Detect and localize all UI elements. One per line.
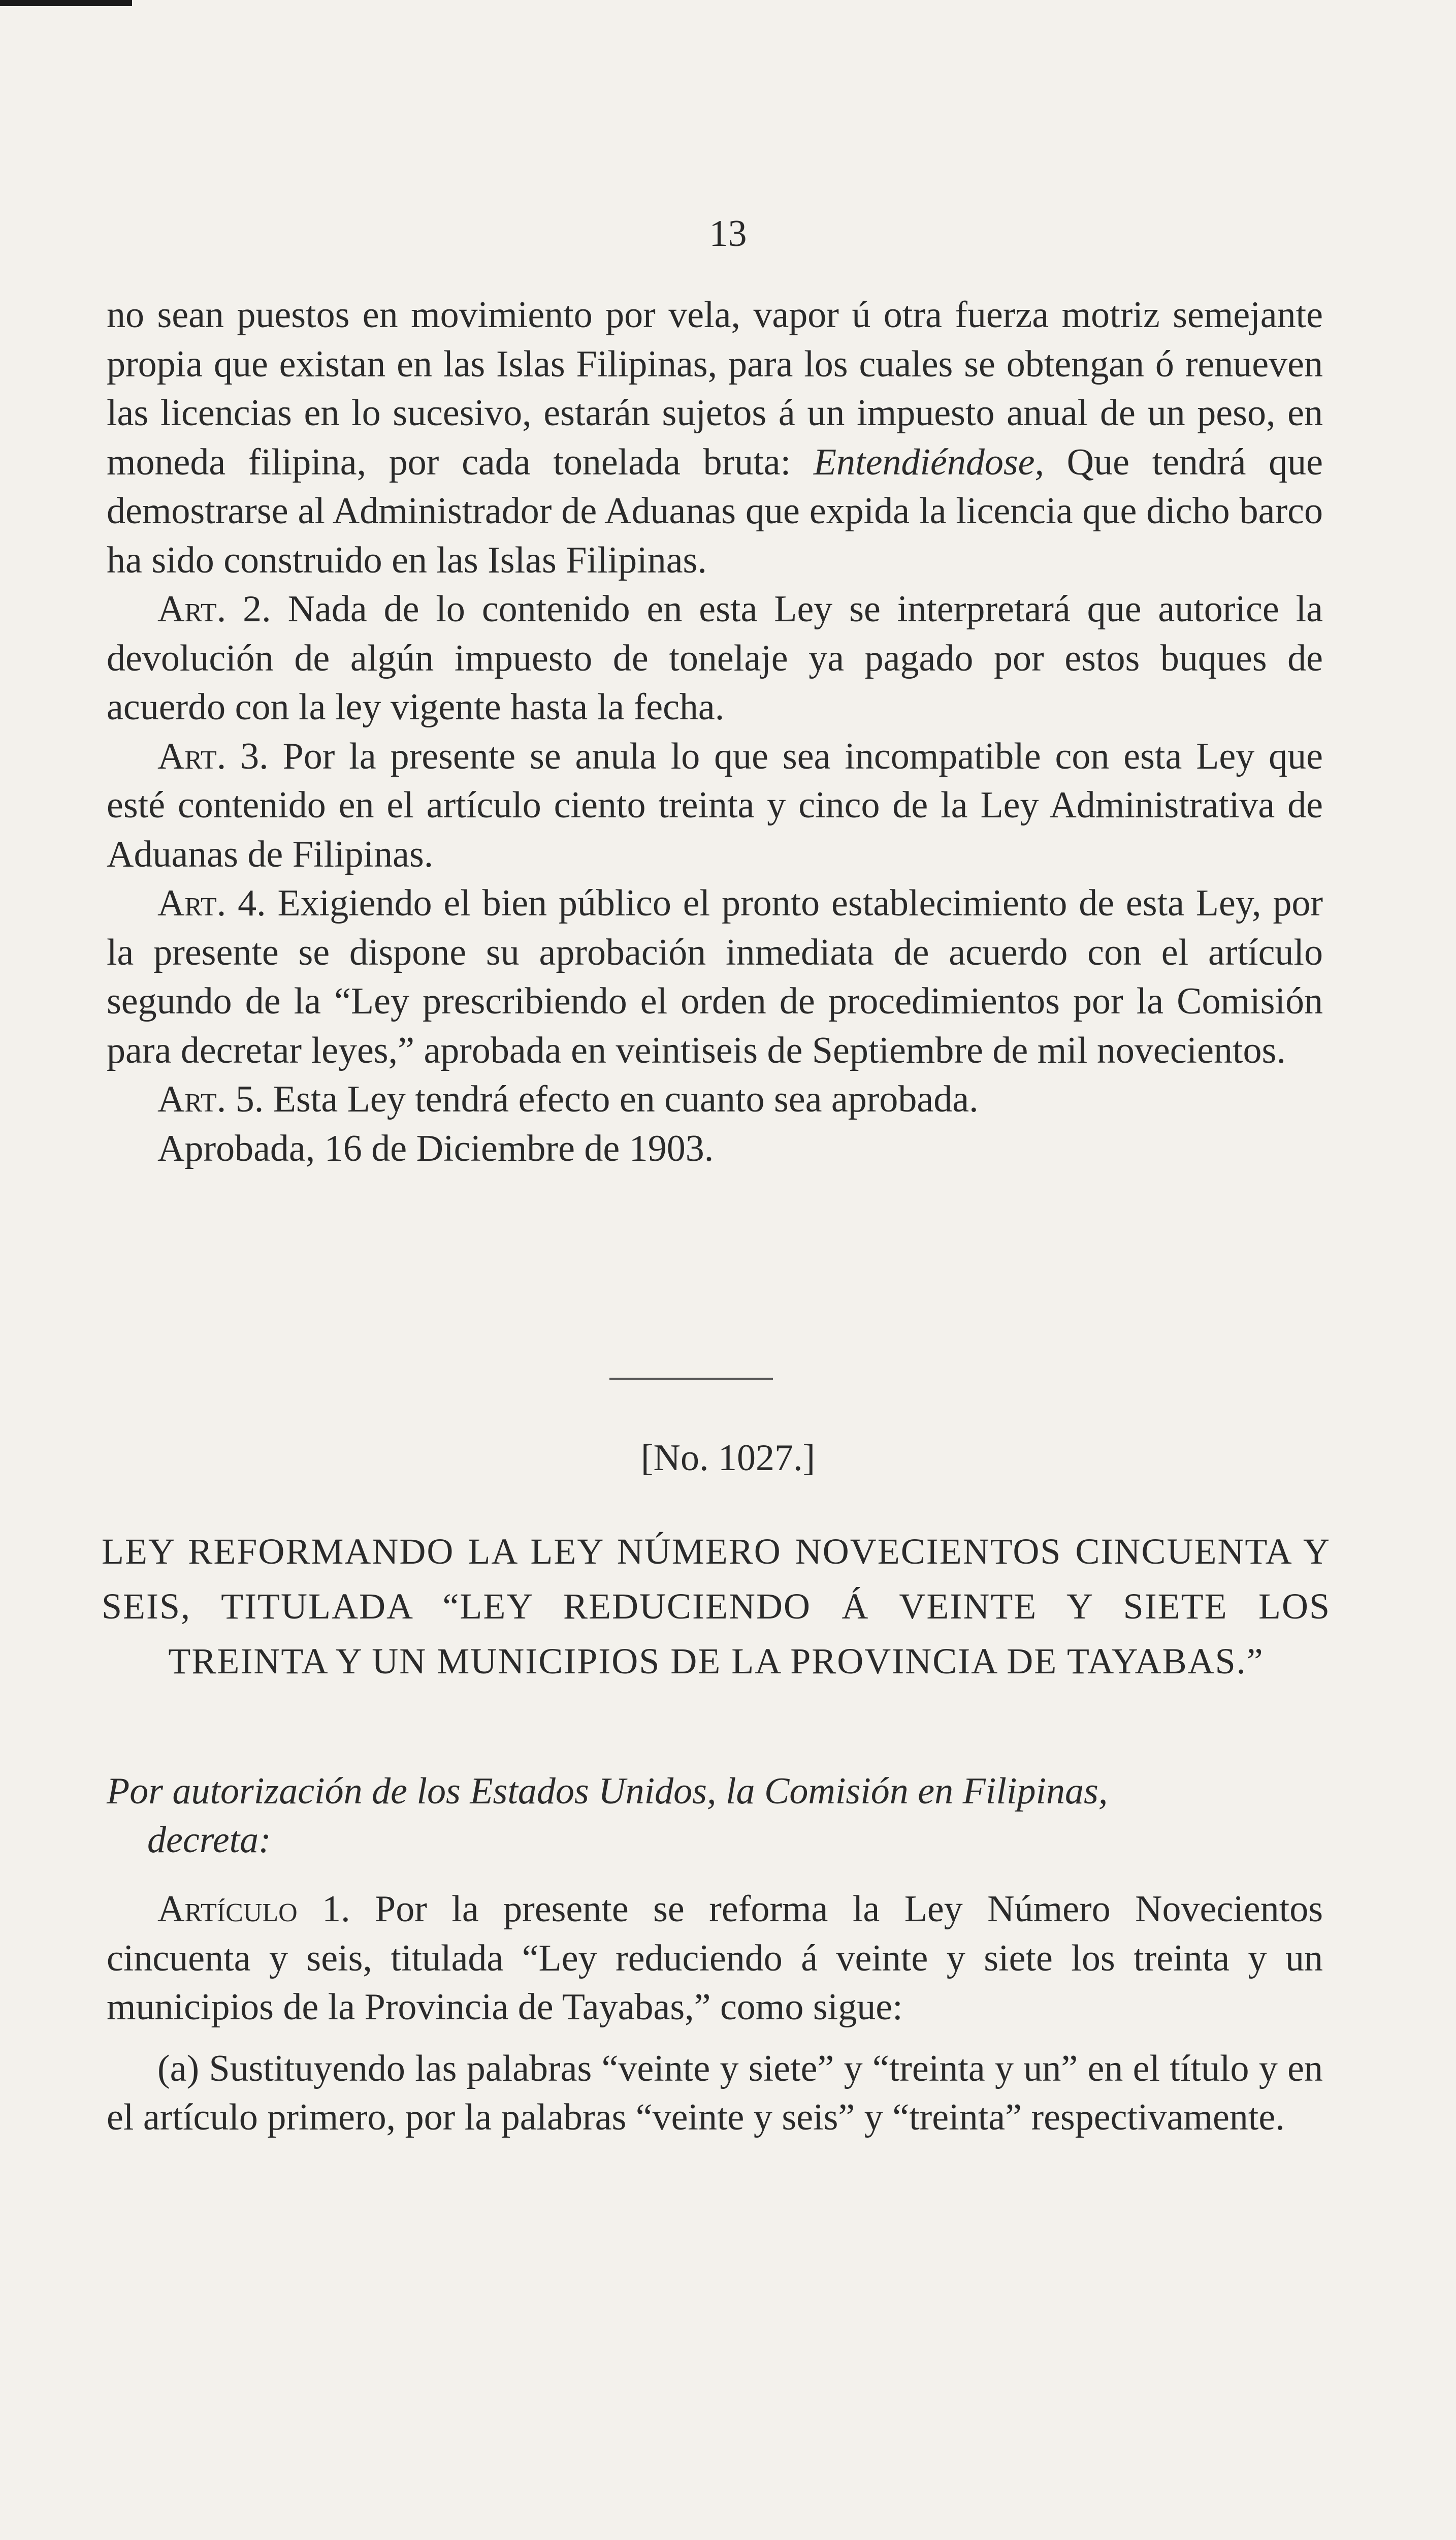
article-label: Art. 5. — [157, 1078, 264, 1120]
continuation-paragraph — [107, 291, 1323, 585]
article-label: Art. 3. — [157, 735, 269, 777]
article-label: Artículo 1. — [157, 1888, 350, 1930]
enacting-line-1: Por autorización de los Estados Unidos, la Comisión en Filipinas, — [107, 1770, 1108, 1812]
clause-paragraph — [107, 2044, 1323, 2142]
section-divider — [609, 1378, 773, 1380]
article-body: Exigiendo el bien público el pronto establecimiento de esta Ley, por la presente se dispone su aprobación inmediata de acuerdo con el artículo segundo de la “Ley prescribiendo el orden de procedimientos por la Comisión para decretar leyes,” aprobada en veintiseis de Septiembre de mil novecientos. — [107, 882, 1323, 1071]
article-paragraph — [107, 732, 1323, 879]
article-paragraph — [107, 1075, 1323, 1124]
law-title: LEY REFORMANDO LA LEY NÚMERO NOVECIENTOS CINCUENTA Y SEIS, TITULADA “LEY REDUCIENDO Á VEINTE Y SIETE LOS TREINTA Y UN MUNICIPIOS DE LA PROVINCIA DE TAYABAS.” — [102, 1531, 1331, 1681]
article-body: Por la presente se anula lo que sea incompatible con esta Ley que esté contenido en el artículo ciento treinta y cinco de la Ley Administrativa de Aduanas de Filipinas. — [107, 735, 1323, 875]
clause-body: Sustituyendo las palabras “veinte y siete” y “treinta y un” en el título y en el artículo primero, por la palabras “veinte y seis” y “treinta” respectivamente. — [107, 2047, 1323, 2138]
article-paragraph — [107, 585, 1323, 732]
law-number: [No. 1027.] — [640, 1437, 816, 1479]
article-label: Art. 2. — [157, 588, 271, 630]
approval-line: Aprobada, 16 de Diciembre de 1903. — [157, 1127, 714, 1169]
page-number: 13 — [709, 213, 747, 255]
article-1-paragraph — [107, 1885, 1323, 2032]
article-label: Art. 4. — [157, 882, 266, 924]
proviso-emphasis: Entendiéndose, — [813, 441, 1044, 483]
article-body: Nada de lo contenido en esta Ley se interpretará que autorice la devolución de algún impuesto de tonelaje ya pagado por estos buques de acuerdo con la ley vigente hasta la fecha. — [107, 588, 1323, 728]
clause-label: (a) — [157, 2047, 200, 2089]
article-text-block — [107, 291, 1323, 1173]
article-body: Por la presente se reforma la Ley Número Novecientos cincuenta y seis, titulada “Ley reduciendo á veinte y siete los treinta y un municipios de la Provincia de Tayabas,” como sigue: — [107, 1888, 1323, 2028]
continuation-text-after: Que tendrá que demostrarse al Administrador de Aduanas que expida la licencia que dicho barco ha sido construido en las Islas Filipinas. — [107, 441, 1323, 581]
law-body — [107, 1885, 1323, 2142]
enacting-clause — [107, 1767, 1323, 1864]
scan-top-edge — [0, 0, 132, 6]
continuation-text: no sean puestos en movimiento por vela, vapor ú otra fuerza motriz semejante propia que existan en las Islas Filipinas, para los cuales se obtengan ó renueven las licencias en lo sucesivo, estarán sujetos á un impuesto anual de un peso, en moneda filipina, por cada tonelada bruta: — [107, 294, 1323, 483]
article-paragraph — [107, 879, 1323, 1075]
enacting-line-2: decreta: — [147, 1819, 271, 1861]
article-body: Esta Ley tendrá efecto en cuanto sea aprobada. — [273, 1078, 979, 1120]
